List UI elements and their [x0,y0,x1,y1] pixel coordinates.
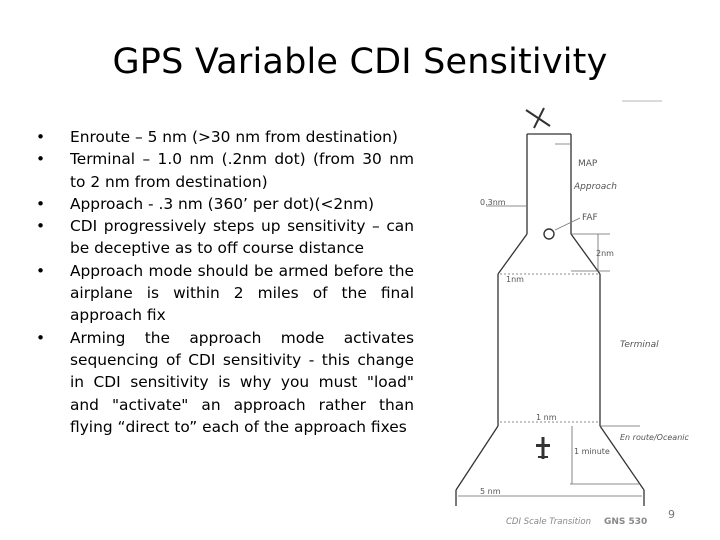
label-map: MAP [578,159,598,169]
cdi-diagram-svg [440,96,710,536]
cdi-transition-diagram [440,96,710,536]
bullet-item: • Arming the approach mode activates sequencing of CDI sensitivity - this change in CDI sensitivity is why you must "load" and "activate" an approach rather than flying “direct to” each of the approach fixes [36,327,414,438]
label-1nm-bottom: 1 nm [536,413,557,422]
faf-waypoint-icon [544,229,554,239]
label-1nm-top: 1nm [506,275,524,284]
bullet-item: • Approach mode should be armed before the airplane is within 2 miles of the final approach fix [36,260,414,327]
label-2nm: 2nm [596,249,614,258]
airplane-top-icon [526,108,550,128]
figure-caption: CDI Scale Transition [506,517,591,527]
airplane-bottom-icon [536,437,550,459]
label-1-minute: 1 minute [574,447,610,456]
label-5nm: 5 nm [480,487,501,496]
bullet-item: • CDI progressively steps up sensitivity – can be deceptive as to off course distance [36,215,414,260]
label-approach: Approach [574,182,617,192]
label-terminal: Terminal [620,340,659,350]
bullet-item: • Terminal – 1.0 nm (.2nm dot) (from 30 nm to 2 nm from destination) [36,148,414,193]
figure-device-label: GNS 530 [604,517,648,527]
label-faf: FAF [582,213,598,223]
bullet-item: • Enroute – 5 nm (>30 nm from destination) [36,126,414,148]
label-enroute: En route/Oceanic [620,433,689,442]
bullet-list [36,126,414,438]
page-number: 9 [668,508,675,521]
label-0.3nm: 0.3nm [480,198,506,207]
bullet-item: • Approach - .3 nm (360’ per dot)(<2nm) [36,193,414,215]
slide-title: GPS Variable CDI Sensitivity [112,42,608,82]
